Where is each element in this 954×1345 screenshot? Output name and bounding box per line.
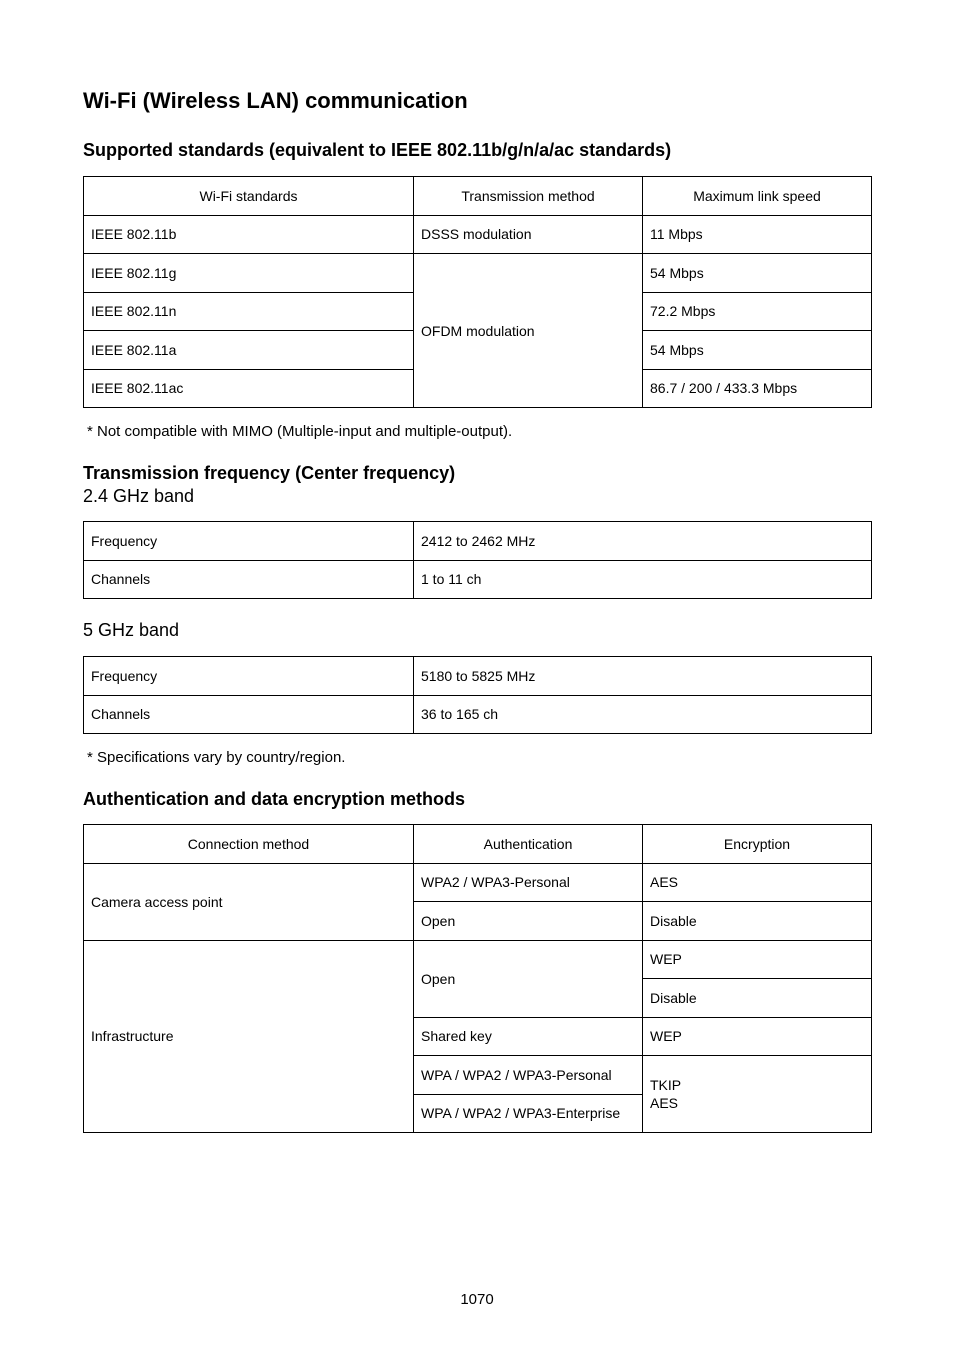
standard-cell: IEEE 802.11b [84, 215, 414, 254]
auth-cell-open: Open [414, 940, 643, 1017]
speed-cell: 54 Mbps [643, 254, 872, 293]
region-note: * Specifications vary by country/region. [87, 749, 346, 766]
label-cell: Channels [84, 695, 414, 734]
auth-cell: Open [414, 902, 643, 941]
label-cell: Frequency [84, 657, 414, 696]
table-row [84, 940, 872, 979]
speed-cell: 11 Mbps [643, 215, 872, 254]
speed-cell: 54 Mbps [643, 331, 872, 370]
speed-cell: 86.7 / 200 / 433.3 Mbps [643, 369, 872, 408]
auth-cell-shared-key: Shared key [414, 1017, 643, 1056]
band-24-label: 2.4 GHz band [83, 486, 195, 506]
enc-cell: Disable [643, 979, 872, 1018]
table-row [84, 695, 872, 734]
table-row [84, 254, 872, 293]
value-cell: 2412 to 2462 MHz [414, 522, 872, 561]
method-cell: DSSS modulation [414, 215, 643, 254]
page-number: 1070 [460, 1291, 494, 1308]
enc-cell: WEP [643, 1017, 872, 1056]
enc-cell: WEP [643, 940, 872, 979]
header-connection-method: Connection method [84, 825, 414, 864]
mimo-note: * Not compatible with MIMO (Multiple-input and multiple-output). [87, 423, 513, 440]
standard-cell: IEEE 802.11a [84, 331, 414, 370]
table-row [84, 560, 872, 599]
auth-cell: WPA2 / WPA3-Personal [414, 863, 643, 902]
infrastructure-cell: Infrastructure [84, 940, 414, 1133]
auth-table [83, 824, 872, 1133]
band-5-label: 5 GHz band [83, 620, 180, 640]
standards-heading: Supported standards (equivalent to IEEE 802.11b/g/n/a/ac standards) [83, 140, 672, 160]
header-max-link-speed: Maximum link speed [643, 177, 872, 216]
table-row [84, 215, 872, 254]
auth-heading: Authentication and data encryption methods [83, 789, 466, 809]
label-cell: Frequency [84, 522, 414, 561]
header-wifi-standards: Wi-Fi standards [84, 177, 414, 216]
page-title: Wi-Fi (Wireless LAN) communication [83, 88, 468, 113]
enc-cell: Disable [643, 902, 872, 941]
enc-cell-tkip-aes: TKIP AES [643, 1056, 872, 1133]
table-row [84, 522, 872, 561]
table-header-row [84, 825, 872, 864]
enc-cell: AES [643, 863, 872, 902]
header-encryption: Encryption [643, 825, 872, 864]
auth-cell-wpa-enterprise: WPA / WPA2 / WPA3-Enterprise [414, 1094, 643, 1133]
standard-cell: IEEE 802.11ac [84, 369, 414, 408]
table-row [84, 657, 872, 696]
header-transmission-method: Transmission method [414, 177, 643, 216]
auth-cell-wpa-personal: WPA / WPA2 / WPA3-Personal [414, 1056, 643, 1095]
table-header-row [84, 177, 872, 216]
header-authentication: Authentication [414, 825, 643, 864]
value-cell: 5180 to 5825 MHz [414, 657, 872, 696]
band-24-table [83, 521, 872, 599]
value-cell: 1 to 11 ch [414, 560, 872, 599]
value-cell: 36 to 165 ch [414, 695, 872, 734]
label-cell: Channels [84, 560, 414, 599]
speed-cell: 72.2 Mbps [643, 292, 872, 331]
standard-cell: IEEE 802.11g [84, 254, 414, 293]
method-cell-ofdm: OFDM modulation [414, 254, 643, 408]
band-5-table [83, 656, 872, 734]
table-row [84, 863, 872, 902]
camera-access-point-cell: Camera access point [84, 863, 414, 940]
standard-cell: IEEE 802.11n [84, 292, 414, 331]
frequency-heading: Transmission frequency (Center frequency) [83, 463, 456, 483]
standards-table [83, 176, 872, 408]
